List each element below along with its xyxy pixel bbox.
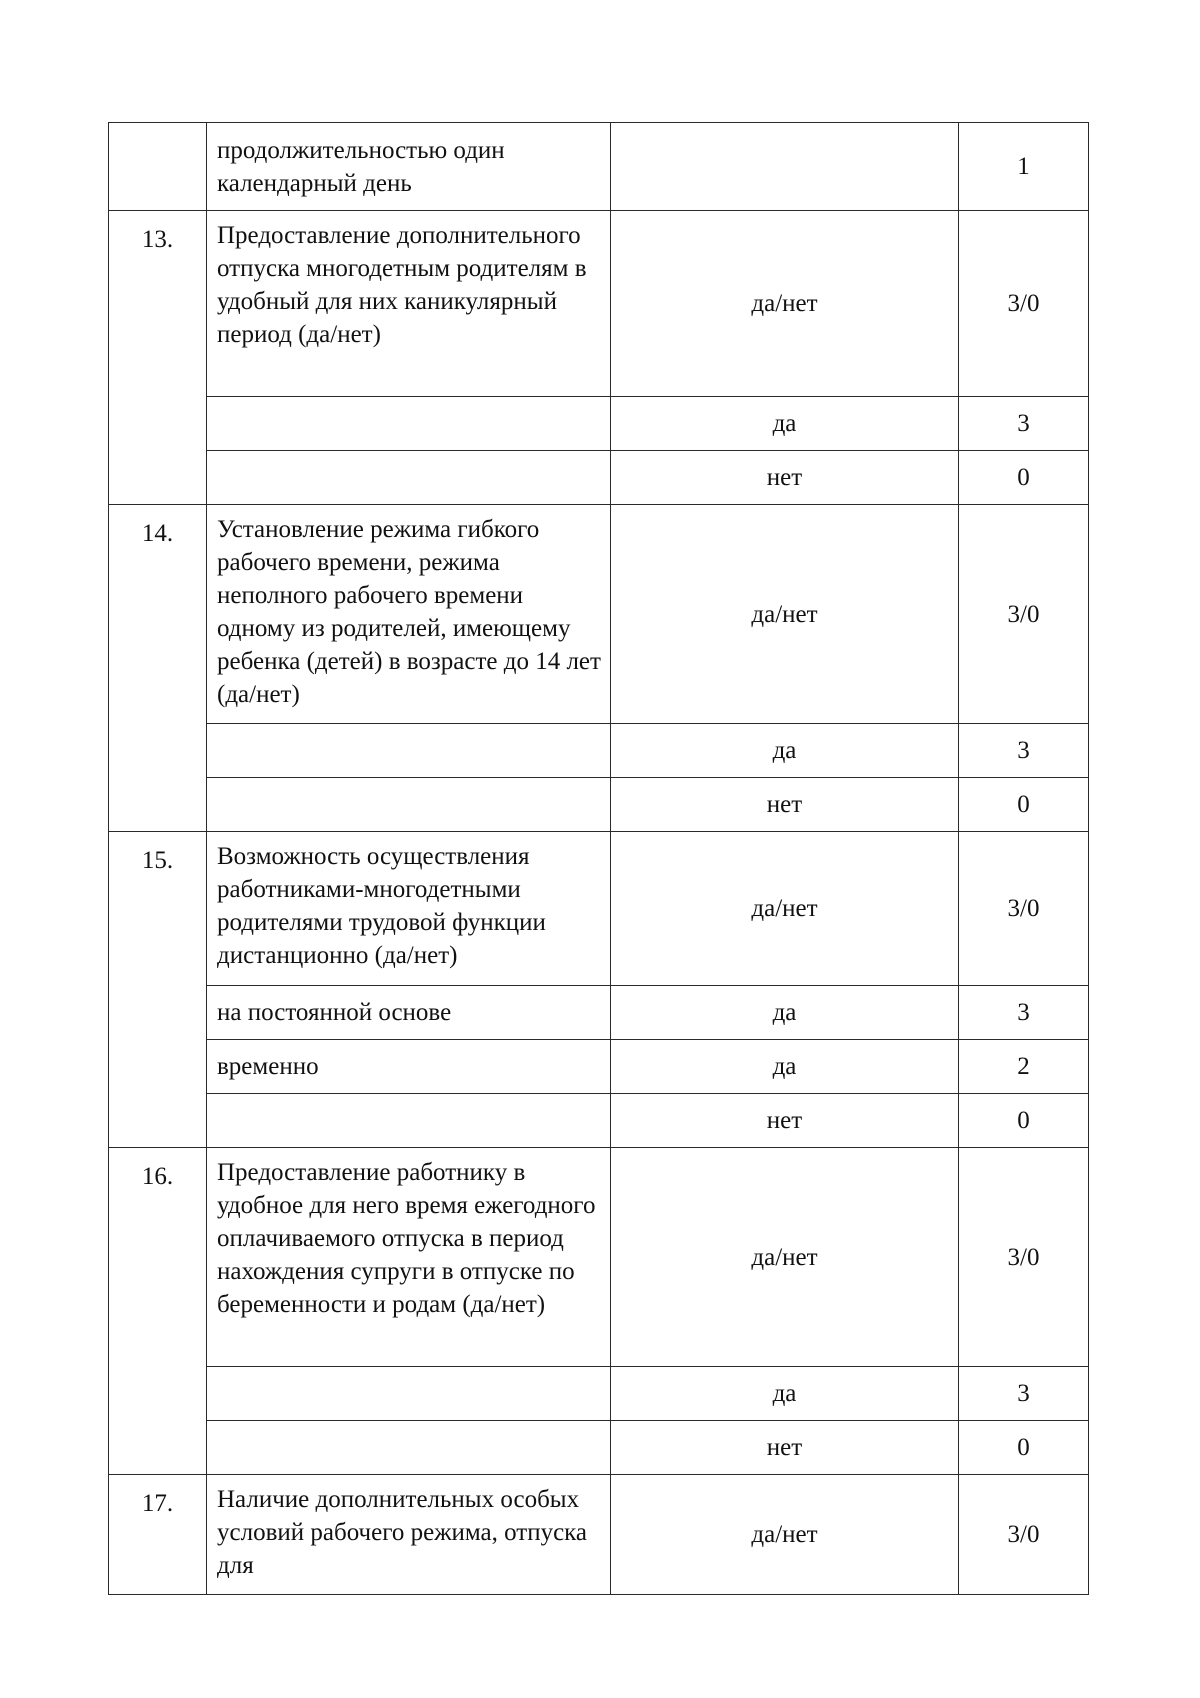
criterion-description xyxy=(207,724,611,778)
value-cell: да xyxy=(611,1367,959,1421)
value-cell: да/нет xyxy=(611,1148,959,1367)
points-cell: 0 xyxy=(959,1094,1089,1148)
criterion-description xyxy=(207,1094,611,1148)
table-row xyxy=(109,778,1089,832)
criterion-description xyxy=(207,778,611,832)
table-row xyxy=(109,1094,1089,1148)
points-cell: 1 xyxy=(959,123,1089,211)
item-number: 17. xyxy=(109,1475,207,1595)
criterion-description: Наличие дополнительных особых условий рабочего режима, отпуска для xyxy=(207,1475,611,1595)
criterion-description xyxy=(207,397,611,451)
item-number: 13. xyxy=(109,211,207,505)
item-number xyxy=(109,123,207,211)
points-cell: 3 xyxy=(959,724,1089,778)
value-cell: да/нет xyxy=(611,211,959,397)
table-row xyxy=(109,986,1089,1040)
criterion-description: Возможность осуществления работниками-многодетными родителями трудовой функции дистанционно (да/нет) xyxy=(207,832,611,986)
criterion-description xyxy=(207,1367,611,1421)
value-cell: нет xyxy=(611,1094,959,1148)
table-row xyxy=(109,1148,1089,1367)
table-row xyxy=(109,397,1089,451)
table-row xyxy=(109,211,1089,397)
table-row xyxy=(109,451,1089,505)
criterion-description: Предоставление дополнительного отпуска многодетным родителям в удобный для них каникулярный период (да/нет) xyxy=(207,211,611,397)
table-row xyxy=(109,1040,1089,1094)
value-cell: да xyxy=(611,986,959,1040)
points-cell: 0 xyxy=(959,451,1089,505)
criterion-description: Предоставление работнику в удобное для него время ежегодного оплачиваемого отпуска в период нахождения супруги в отпуске по беременности и родам (да/нет) xyxy=(207,1148,611,1367)
criterion-description xyxy=(207,1421,611,1475)
points-cell: 3/0 xyxy=(959,832,1089,986)
table-row xyxy=(109,123,1089,211)
table-row xyxy=(109,832,1089,986)
table-row xyxy=(109,724,1089,778)
table-row xyxy=(109,1475,1089,1595)
table-row xyxy=(109,1367,1089,1421)
value-cell: да xyxy=(611,1040,959,1094)
value-cell: да/нет xyxy=(611,832,959,986)
criteria-table xyxy=(108,122,1089,1595)
value-cell xyxy=(611,123,959,211)
table-row xyxy=(109,505,1089,724)
points-cell: 3/0 xyxy=(959,1148,1089,1367)
criterion-description: Установление режима гибкого рабочего времени, режима неполного рабочего времени одному из родителей, имеющему ребенка (детей) в возрасте до 14 лет (да/нет) xyxy=(207,505,611,724)
points-cell: 0 xyxy=(959,778,1089,832)
points-cell: 3/0 xyxy=(959,505,1089,724)
value-cell: нет xyxy=(611,1421,959,1475)
item-number: 16. xyxy=(109,1148,207,1475)
criterion-description: на постоянной основе xyxy=(207,986,611,1040)
value-cell: нет xyxy=(611,451,959,505)
points-cell: 0 xyxy=(959,1421,1089,1475)
points-cell: 3 xyxy=(959,986,1089,1040)
points-cell: 3/0 xyxy=(959,211,1089,397)
points-cell: 3/0 xyxy=(959,1475,1089,1595)
item-number: 14. xyxy=(109,505,207,832)
criterion-description xyxy=(207,451,611,505)
value-cell: да/нет xyxy=(611,505,959,724)
points-cell: 3 xyxy=(959,397,1089,451)
criterion-description: продолжительностью один календарный день xyxy=(207,123,611,211)
item-number: 15. xyxy=(109,832,207,1148)
value-cell: да xyxy=(611,397,959,451)
value-cell: да xyxy=(611,724,959,778)
criterion-description: временно xyxy=(207,1040,611,1094)
value-cell: нет xyxy=(611,778,959,832)
value-cell: да/нет xyxy=(611,1475,959,1595)
table-row xyxy=(109,1421,1089,1475)
points-cell: 2 xyxy=(959,1040,1089,1094)
points-cell: 3 xyxy=(959,1367,1089,1421)
